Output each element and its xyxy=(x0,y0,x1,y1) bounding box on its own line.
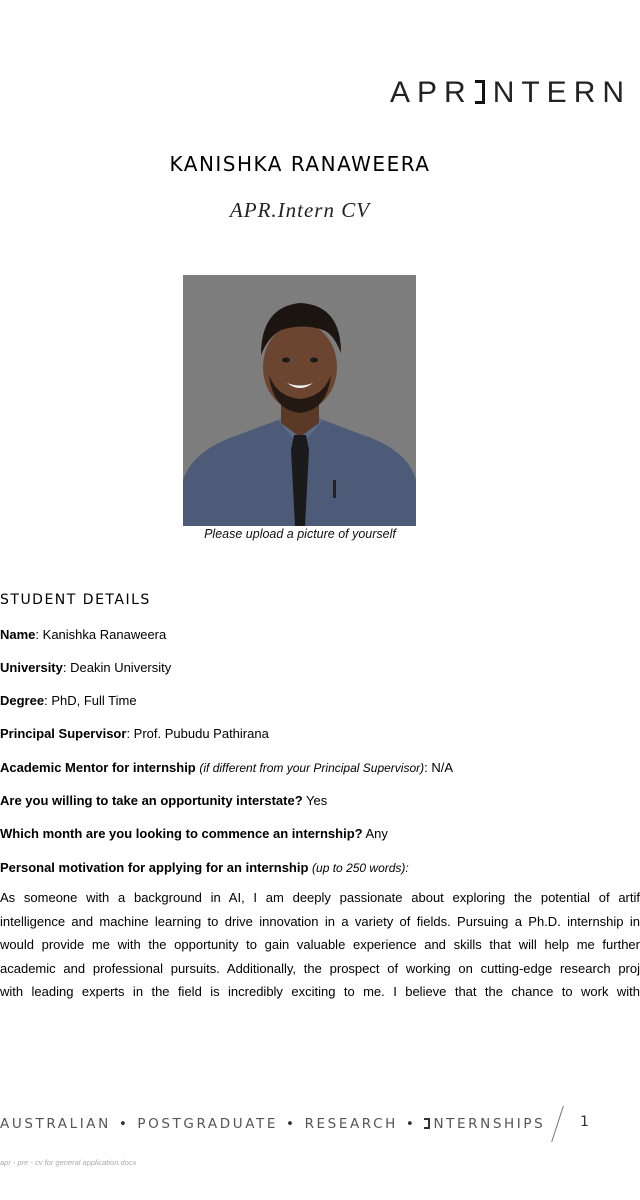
field-academic-mentor: Academic Mentor for internship (if different from your Principal Supervisor): N/A xyxy=(0,760,454,775)
field-degree: Degree: PhD, Full Time xyxy=(0,693,137,708)
field-label: Name xyxy=(0,627,36,642)
footer-divider xyxy=(551,1106,564,1142)
paragraph-line: with leading experts in the field is incredibly exciting to me. I believe that the chance to work with xyxy=(0,984,640,999)
footer-word: POSTGRADUATE xyxy=(137,1116,278,1132)
logo-bracket-icon xyxy=(475,80,485,104)
field-value: Deakin University xyxy=(70,660,172,675)
field-value: PhD, Full Time xyxy=(51,693,137,708)
field-note: (up to 250 words): xyxy=(312,861,409,875)
field-principal-supervisor: Principal Supervisor: Prof. Pubudu Pathirana xyxy=(0,726,269,741)
photo-caption: Please upload a picture of yourself xyxy=(204,527,396,541)
footer-word: RESEARCH xyxy=(304,1116,398,1132)
footer-bracket-icon xyxy=(424,1118,430,1129)
logo-text-ntern: NTERN xyxy=(492,76,632,109)
field-label: Academic Mentor for internship xyxy=(0,760,196,775)
field-commence-month xyxy=(0,826,388,841)
field-interstate xyxy=(0,793,327,808)
field-value: Any xyxy=(365,826,388,841)
bullet-separator-icon: • xyxy=(405,1116,417,1132)
field-value: Prof. Pubudu Pathirana xyxy=(133,726,269,741)
paragraph-line: As someone with a background in AI, I am deeply passionate about exploring the potential of artif xyxy=(0,890,640,905)
field-motivation xyxy=(0,860,409,875)
field-label: Degree xyxy=(0,693,45,708)
field-label: University xyxy=(0,660,63,675)
logo-text-apr: APR xyxy=(390,76,473,109)
page-number: 1 xyxy=(580,1114,589,1130)
field-label: Are you willing to take an opportunity interstate? xyxy=(0,793,303,808)
profile-photo xyxy=(183,275,416,526)
paragraph-line: academic and professional pursuits. Additionally, the prospect of working on cutting-edge research proj xyxy=(0,960,640,976)
field-label: Personal motivation for applying for an internship xyxy=(0,860,309,875)
page-footer xyxy=(0,1116,545,1132)
field-note: (if different from your Principal Supervisor) xyxy=(199,761,425,775)
paragraph-line: would provide me with the opportunity to gain valuable experience and skills that will help me further xyxy=(0,937,640,952)
page-title: KANISHKA RANAWEERA xyxy=(169,152,431,176)
bullet-separator-icon: • xyxy=(285,1116,297,1132)
footer-word: AUSTRALIAN xyxy=(0,1116,111,1132)
page-subtitle: APR.Intern CV xyxy=(229,198,371,222)
field-university: University: Deakin University xyxy=(0,660,172,675)
motivation-paragraph xyxy=(0,886,640,1004)
field-label: Which month are you looking to commence an internship? xyxy=(0,826,363,841)
paragraph-line: intelligence and machine learning to drive innovation in a variety of fields. Pursuing a Ph.D. internship in xyxy=(0,913,640,929)
field-label: Principal Supervisor xyxy=(0,726,127,741)
field-name: Name: Kanishka Ranaweera xyxy=(0,627,167,642)
field-value: Kanishka Ranaweera xyxy=(42,627,167,642)
bullet-separator-icon: • xyxy=(118,1116,130,1132)
person-portrait-icon xyxy=(183,275,416,526)
document-filename: apr - pre - cv for general application.docx xyxy=(0,1158,137,1167)
apr-intern-logo xyxy=(390,76,631,110)
field-value: N/A xyxy=(431,760,454,775)
field-value: Yes xyxy=(306,793,328,808)
student-details-heading: STUDENT DETAILS xyxy=(0,592,151,608)
footer-word: NTERNSHIPS xyxy=(433,1116,546,1132)
